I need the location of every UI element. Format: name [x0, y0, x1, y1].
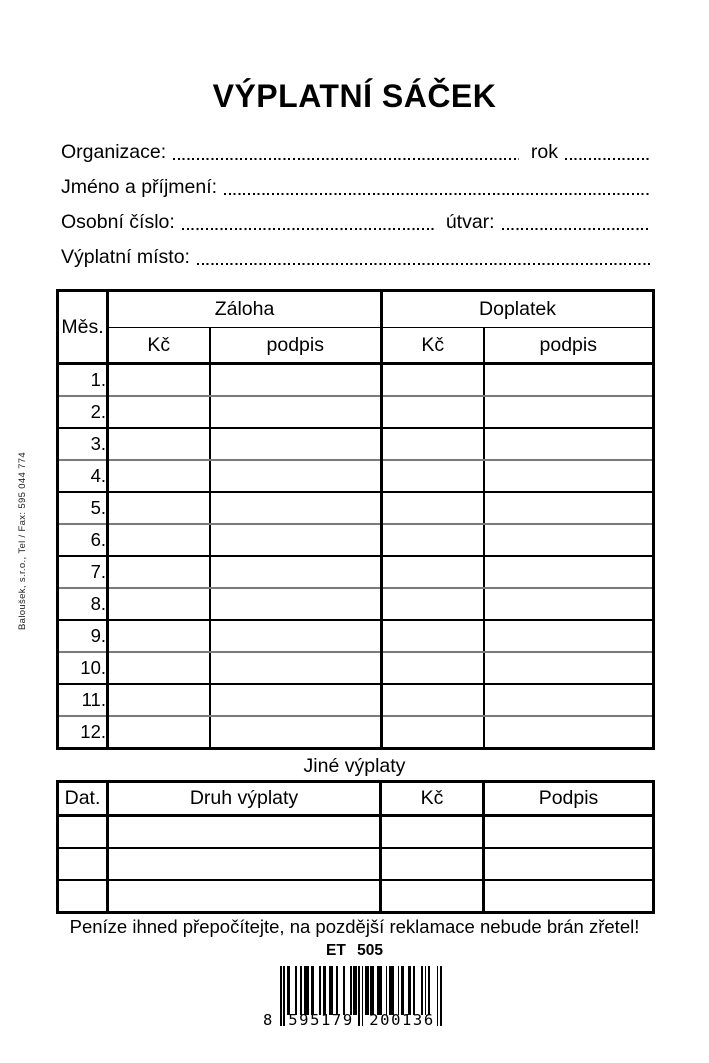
utvar-dotted-line — [502, 228, 651, 230]
kc-cell — [381, 848, 484, 880]
doplatek-podpis-cell — [484, 460, 654, 492]
podpis-cell — [484, 880, 654, 913]
mes-header: Měs. — [58, 291, 108, 364]
barcode-bar — [440, 966, 442, 1026]
recount-notice: Peníze ihned přepočítejte, na pozdější reklamace nebude brán zřetel! — [69, 916, 640, 937]
month-cell: 12. — [58, 716, 108, 749]
doplatek-kc-cell — [382, 652, 484, 684]
zaloha-podpis-header: podpis — [210, 328, 382, 364]
zaloha-kc-cell — [108, 396, 210, 428]
zaloha-podpis-cell — [210, 556, 382, 588]
doplatek-podpis-cell — [484, 588, 654, 620]
doplatek-header: Doplatek — [382, 291, 654, 328]
doplatek-kc-header: Kč — [382, 328, 484, 364]
zaloha-podpis-cell — [210, 620, 382, 652]
form-line-jmeno — [61, 176, 651, 199]
month-cell: 2. — [58, 396, 108, 428]
vyplatni-misto-dotted-line — [197, 263, 651, 265]
publisher-side-text: Baloušek, s.r.o., Tel / Fax: 595 044 774 — [17, 451, 28, 630]
zaloha-header: Záloha — [108, 291, 382, 328]
rok-label: rok — [530, 141, 558, 163]
monthly-payments-table — [56, 289, 655, 750]
month-cell: 1. — [58, 364, 108, 397]
other-payments-table — [56, 780, 655, 914]
zaloha-podpis-cell — [210, 492, 382, 524]
jmeno-dotted-line — [224, 193, 651, 195]
dat-cell — [58, 848, 108, 880]
druh-vyplaty-cell — [108, 880, 381, 913]
jmeno-label: Jméno a příjmení: — [61, 176, 218, 198]
zaloha-kc-cell — [108, 428, 210, 460]
payments-rows — [58, 364, 654, 749]
barcode-digit-left: 8 — [263, 1011, 274, 1029]
form-line-organizace — [61, 141, 651, 164]
vyplatni-misto-label: Výplatní místo: — [61, 246, 190, 268]
month-cell: 8. — [58, 588, 108, 620]
organizace-dotted-line — [173, 158, 519, 160]
month-cell: 6. — [58, 524, 108, 556]
zaloha-kc-cell — [108, 620, 210, 652]
zaloha-podpis-cell — [210, 684, 382, 716]
form-code: ET 505 — [326, 942, 383, 959]
dat-cell — [58, 816, 108, 849]
other-payments-rows — [58, 816, 654, 913]
utvar-label: útvar: — [445, 211, 495, 233]
doplatek-kc-cell — [382, 588, 484, 620]
zaloha-kc-cell — [108, 716, 210, 749]
druh-vyplaty-cell — [108, 816, 381, 849]
month-cell: 5. — [58, 492, 108, 524]
zaloha-kc-cell — [108, 556, 210, 588]
zaloha-kc-cell — [108, 492, 210, 524]
doplatek-kc-cell — [382, 396, 484, 428]
doplatek-podpis-cell — [484, 556, 654, 588]
zaloha-kc-header: Kč — [108, 328, 210, 364]
zaloha-kc-cell — [108, 588, 210, 620]
doplatek-podpis-cell — [484, 428, 654, 460]
podpis-header: Podpis — [484, 782, 654, 816]
doplatek-podpis-cell — [484, 652, 654, 684]
zaloha-podpis-cell — [210, 396, 382, 428]
doplatek-podpis-cell — [484, 396, 654, 428]
podpis-cell — [484, 848, 654, 880]
kc-cell — [381, 880, 484, 913]
zaloha-podpis-cell — [210, 428, 382, 460]
month-cell: 9. — [58, 620, 108, 652]
doplatek-kc-cell — [382, 556, 484, 588]
doplatek-kc-cell — [382, 524, 484, 556]
zaloha-kc-cell — [108, 460, 210, 492]
doplatek-podpis-cell — [484, 716, 654, 749]
month-cell: 4. — [58, 460, 108, 492]
zaloha-podpis-cell — [210, 364, 382, 397]
zaloha-kc-cell — [108, 684, 210, 716]
osobni-cislo-label: Osobní číslo: — [61, 211, 175, 233]
page-title: VÝPLATNÍ SÁČEK — [212, 78, 497, 114]
form-line-vyplatni-misto — [61, 246, 651, 269]
osobni-cislo-dotted-line — [182, 228, 434, 230]
month-cell: 11. — [58, 684, 108, 716]
month-cell: 7. — [58, 556, 108, 588]
kc-cell — [381, 816, 484, 849]
podpis-cell — [484, 816, 654, 849]
dat-header: Dat. — [58, 782, 108, 816]
doplatek-kc-cell — [382, 716, 484, 749]
other-payments-heading: Jiné výplaty — [303, 755, 406, 777]
kc-header: Kč — [381, 782, 484, 816]
doplatek-kc-cell — [382, 492, 484, 524]
druh-vyplaty-header: Druh výplaty — [108, 782, 381, 816]
organizace-label: Organizace: — [61, 141, 167, 163]
rok-dotted-line — [565, 158, 651, 160]
zaloha-podpis-cell — [210, 588, 382, 620]
doplatek-kc-cell — [382, 364, 484, 397]
zaloha-kc-cell — [108, 652, 210, 684]
doplatek-podpis-header: podpis — [484, 328, 654, 364]
form-line-osobni-cislo — [61, 211, 651, 234]
doplatek-podpis-cell — [484, 492, 654, 524]
barcode-digits-group2: 200136 — [369, 1011, 435, 1029]
doplatek-podpis-cell — [484, 364, 654, 397]
zaloha-podpis-cell — [210, 652, 382, 684]
barcode-digits-group1: 595179 — [288, 1011, 354, 1029]
doplatek-kc-cell — [382, 684, 484, 716]
doplatek-kc-cell — [382, 460, 484, 492]
zaloha-podpis-cell — [210, 524, 382, 556]
doplatek-podpis-cell — [484, 620, 654, 652]
druh-vyplaty-cell — [108, 848, 381, 880]
zaloha-podpis-cell — [210, 460, 382, 492]
zaloha-podpis-cell — [210, 716, 382, 749]
ean13-barcode — [263, 966, 442, 1029]
zaloha-kc-cell — [108, 364, 210, 397]
zaloha-kc-cell — [108, 524, 210, 556]
doplatek-kc-cell — [382, 620, 484, 652]
month-cell: 3. — [58, 428, 108, 460]
doplatek-podpis-cell — [484, 684, 654, 716]
month-cell: 10. — [58, 652, 108, 684]
doplatek-kc-cell — [382, 428, 484, 460]
dat-cell — [58, 880, 108, 913]
doplatek-podpis-cell — [484, 524, 654, 556]
